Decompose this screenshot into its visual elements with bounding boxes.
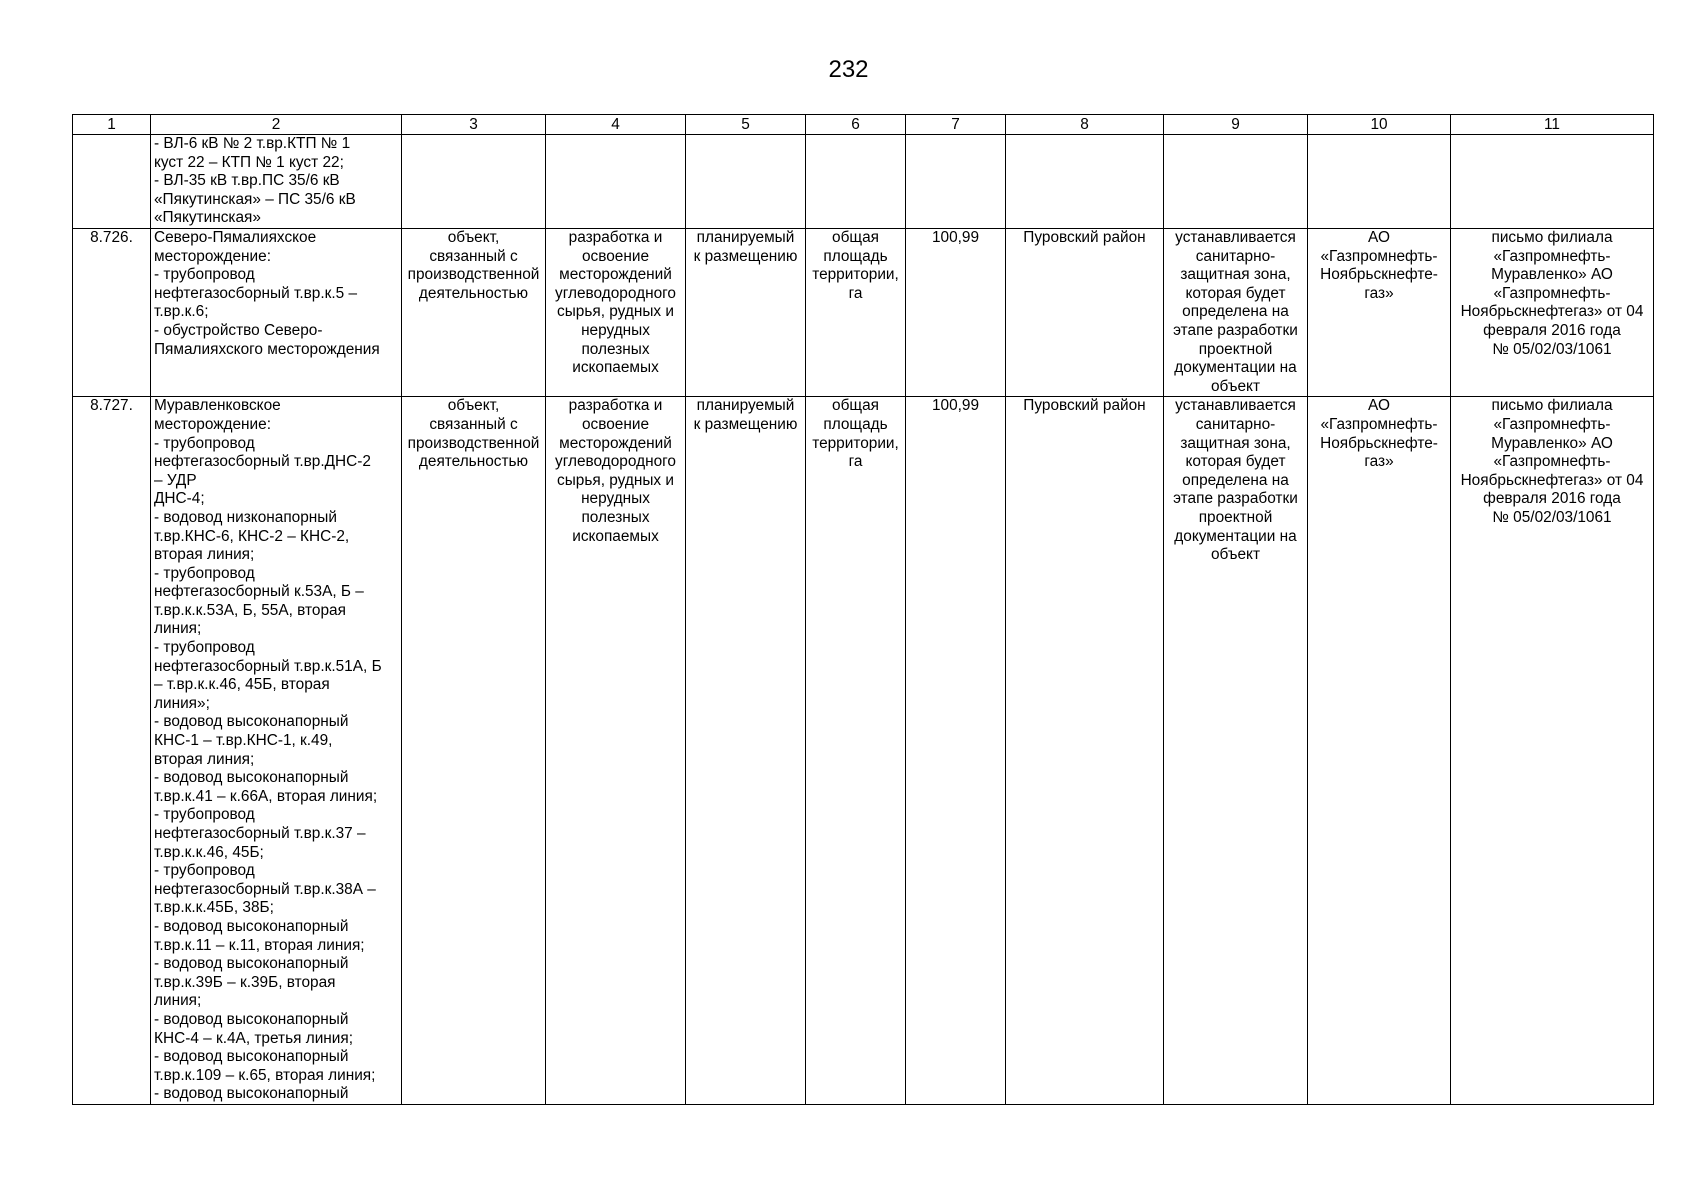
cell-line: документации на xyxy=(1174,527,1297,545)
row-number-cell: 8.727. xyxy=(73,397,151,1105)
cell-line: производственной xyxy=(407,434,540,452)
cell-line: - трубопровод xyxy=(154,564,255,582)
document-table xyxy=(72,114,1654,1105)
header-cell: 10 xyxy=(1308,115,1451,135)
cell-line: документации на xyxy=(1174,359,1297,377)
cell-line: проектной xyxy=(1198,340,1273,358)
cell-line: «Газпромнефть- xyxy=(1493,415,1611,433)
cell-line: - водовод высоконапорный xyxy=(154,955,349,973)
cell-line: вторая линия; xyxy=(154,546,255,564)
cell-line: Ноябрьскнефте- xyxy=(1320,266,1438,284)
header-cell: 1 xyxy=(73,115,151,135)
row-number-cell xyxy=(73,135,151,229)
cell-line: т.вр.к.11 – к.11, вторая линия; xyxy=(154,936,365,954)
cell-line: Муравленко» АО xyxy=(1491,266,1613,284)
cell-line: сырья, рудных и xyxy=(557,471,674,489)
cell-line: газ» xyxy=(1364,453,1394,471)
cell-line: - ВЛ-6 кВ № 2 т.вр.КТП № 1 xyxy=(154,135,351,152)
cell-line: к размещению xyxy=(693,247,798,265)
cell-line: Ноябрьскнефтегаз» от 04 xyxy=(1460,471,1644,489)
header-cell: 9 xyxy=(1164,115,1308,135)
cell-line: связанный с xyxy=(429,415,518,433)
table-row xyxy=(73,397,1654,1105)
cell-line: письмо филиала xyxy=(1491,397,1613,415)
cell-line: полезных xyxy=(581,340,650,358)
cell-line: - водовод высоконапорный xyxy=(154,1010,349,1028)
characteristic-cell xyxy=(806,397,906,1105)
purpose-cell xyxy=(546,135,686,229)
cell-line: АО xyxy=(1368,397,1390,415)
cell-line: «Пякутинская» xyxy=(154,209,261,227)
cell-line: № 05/02/03/1061 xyxy=(1492,340,1612,358)
zone-cell xyxy=(1164,135,1308,229)
cell-line: вторая линия; xyxy=(154,750,255,768)
header-cell: 2 xyxy=(151,115,402,135)
cell-line: устанавливается xyxy=(1175,397,1296,415)
characteristic-cell xyxy=(806,229,906,397)
cell-line: общая xyxy=(832,397,879,415)
cell-line: нефтегазосборный т.вр.к.38А – xyxy=(154,880,376,898)
cell-line: нерудных xyxy=(581,490,650,508)
header-cell: 3 xyxy=(402,115,546,135)
purpose-cell xyxy=(546,229,686,397)
header-cell: 8 xyxy=(1006,115,1164,135)
zone-cell xyxy=(1164,229,1308,397)
cell-line: деятельностью xyxy=(418,453,529,471)
cell-line: углеводородного xyxy=(555,284,676,302)
cell-line: га xyxy=(848,453,863,471)
organization-cell xyxy=(1308,229,1451,397)
cell-line: связанный с xyxy=(429,247,518,265)
header-cell: 6 xyxy=(806,115,906,135)
organization-cell xyxy=(1308,135,1451,229)
cell-line: - водовод высоконапорный xyxy=(154,1048,349,1066)
header-row xyxy=(73,115,1654,135)
cell-line: т.вр.к.к.45Б, 38Б; xyxy=(154,899,274,917)
cell-line: защитная зона, xyxy=(1180,266,1291,284)
cell-line: объект, xyxy=(447,397,500,415)
object-type-cell xyxy=(402,135,546,229)
object-name-cell xyxy=(151,397,402,1105)
cell-line: объект xyxy=(1211,546,1260,564)
cell-line: т.вр.к.39Б – к.39Б, вторая xyxy=(154,973,336,991)
cell-line: - ВЛ-35 кВ т.вр.ПС 35/6 кВ xyxy=(154,172,340,190)
cell-line: линия»; xyxy=(154,694,210,712)
status-cell xyxy=(686,135,806,229)
cell-line: - трубопровод xyxy=(154,266,255,284)
cell-line: «Газпромнефть- xyxy=(1320,247,1438,265)
cell-line: освоение xyxy=(581,415,650,433)
cell-line: планируемый xyxy=(696,397,795,415)
cell-line: объект xyxy=(1211,377,1260,395)
cell-line: ДНС-4; xyxy=(154,490,205,508)
cell-line: февраля 2016 года xyxy=(1483,490,1621,508)
cell-line: к размещению xyxy=(693,415,798,433)
cell-line: № 05/02/03/1061 xyxy=(1492,508,1612,526)
object-name-cell xyxy=(151,229,402,397)
cell-line: определена на xyxy=(1182,303,1289,321)
header-cell: 11 xyxy=(1451,115,1654,135)
cell-line: линия; xyxy=(154,992,202,1010)
cell-line: «Газпромнефть- xyxy=(1493,284,1611,302)
cell-line: куст 22 – КТП № 1 куст 22; xyxy=(154,153,344,171)
header-cell: 5 xyxy=(686,115,806,135)
cell-line: нефтегазосборный т.вр.к.37 – xyxy=(154,825,366,842)
cell-line: площадь xyxy=(823,415,888,433)
cell-line: месторождений xyxy=(559,266,672,284)
cell-line: га xyxy=(848,284,863,302)
cell-line: «Газпромнефть- xyxy=(1493,247,1611,265)
area-value-cell xyxy=(906,135,1006,229)
cell-line: февраля 2016 года xyxy=(1483,321,1621,339)
cell-line: месторождений xyxy=(559,434,672,452)
source-cell xyxy=(1451,229,1654,397)
cell-line: этапе разработки xyxy=(1173,321,1298,339)
status-cell xyxy=(686,229,806,397)
cell-line: площадь xyxy=(823,247,888,265)
cell-line: планируемый xyxy=(696,229,795,246)
cell-line: - трубопровод xyxy=(154,639,255,657)
cell-line: нефтегазосборный к.53А, Б – xyxy=(154,583,364,601)
cell-line: Ноябрьскнефте- xyxy=(1320,434,1438,452)
cell-line: Муравленковское xyxy=(154,397,281,415)
cell-line: - водовод высоконапорный xyxy=(154,1085,349,1103)
cell-line: Северо-Пямалияхское xyxy=(154,229,317,246)
cell-line: - трубопровод xyxy=(154,806,255,824)
cell-line: которая будет xyxy=(1185,284,1286,302)
object-type-cell xyxy=(402,397,546,1105)
cell-line: – УДР xyxy=(154,471,197,489)
cell-line: объект, xyxy=(447,229,500,246)
table-row xyxy=(73,135,1654,229)
district-cell: Пуровский район xyxy=(1006,397,1164,1105)
status-cell xyxy=(686,397,806,1105)
purpose-cell xyxy=(546,397,686,1105)
cell-line: этапе разработки xyxy=(1173,490,1298,508)
row-number-cell: 8.726. xyxy=(73,229,151,397)
cell-line: производственной xyxy=(407,266,540,284)
cell-line: территории, xyxy=(812,434,899,452)
cell-line: нефтегазосборный т.вр.к.51А, Б xyxy=(154,657,382,675)
district-cell: Пуровский район xyxy=(1006,229,1164,397)
cell-line: - трубопровод xyxy=(154,862,255,880)
cell-line: нефтегазосборный т.вр.к.5 – xyxy=(154,284,358,302)
page-number: 232 xyxy=(828,56,869,83)
cell-line: - обустройство Северо- xyxy=(154,321,323,339)
header-cell: 4 xyxy=(546,115,686,135)
cell-line: «Газпромнефть- xyxy=(1320,415,1438,433)
cell-line: - водовод высоконапорный xyxy=(154,917,349,935)
cell-line: территории, xyxy=(812,266,899,284)
cell-line: т.вр.к.41 – к.66А, вторая линия; xyxy=(154,787,378,805)
organization-cell xyxy=(1308,397,1451,1105)
zone-cell xyxy=(1164,397,1308,1105)
source-cell xyxy=(1451,135,1654,229)
cell-line: КНС-4 – к.4А, третья линия; xyxy=(154,1029,353,1047)
source-cell xyxy=(1451,397,1654,1105)
cell-line: санитарно- xyxy=(1195,415,1276,433)
cell-line: разработка и xyxy=(568,229,663,246)
cell-line: санитарно- xyxy=(1195,247,1276,265)
cell-line: устанавливается xyxy=(1175,229,1296,246)
cell-line: КНС-1 – т.вр.КНС-1, к.49, xyxy=(154,732,333,750)
cell-line: которая будет xyxy=(1185,453,1286,471)
cell-line: т.вр.к.109 – к.65, вторая линия; xyxy=(154,1066,376,1084)
cell-line: т.вр.к.к.53А, Б, 55А, вторая xyxy=(154,601,346,619)
cell-line: освоение xyxy=(581,247,650,265)
object-type-cell xyxy=(402,229,546,397)
area-value-cell: 100,99 xyxy=(906,397,1006,1105)
cell-line: нерудных xyxy=(581,321,650,339)
cell-line: проектной xyxy=(1198,508,1273,526)
cell-line: нефтегазосборный т.вр.ДНС-2 xyxy=(154,453,371,471)
cell-line: - водовод высоконапорный xyxy=(154,713,349,731)
cell-line: углеводородного xyxy=(555,453,676,471)
cell-line: Пямалияхского месторождения xyxy=(154,340,380,358)
cell-line: - водовод высоконапорный xyxy=(154,769,349,787)
cell-line: ископаемых xyxy=(572,527,659,545)
cell-line: т.вр.к.к.46, 45Б; xyxy=(154,843,264,861)
cell-line: Муравленко» АО xyxy=(1491,434,1613,452)
cell-line: т.вр.к.6; xyxy=(154,303,209,321)
area-value-cell: 100,99 xyxy=(906,229,1006,397)
cell-line: месторождение: xyxy=(154,415,271,433)
cell-line: газ» xyxy=(1364,284,1394,302)
cell-line: защитная зона, xyxy=(1180,434,1291,452)
cell-line: линия; xyxy=(154,620,202,638)
cell-line: месторождение: xyxy=(154,247,271,265)
characteristic-cell xyxy=(806,135,906,229)
cell-line: – т.вр.к.к.46, 45Б, вторая xyxy=(154,676,330,694)
cell-line: «Пякутинская» – ПС 35/6 кВ xyxy=(154,190,356,208)
header-cell: 7 xyxy=(906,115,1006,135)
cell-line: ископаемых xyxy=(572,359,659,377)
cell-line: полезных xyxy=(581,508,650,526)
cell-line: сырья, рудных и xyxy=(557,303,674,321)
table-row xyxy=(73,229,1654,397)
cell-line: деятельностью xyxy=(418,284,529,302)
cell-line: АО xyxy=(1368,229,1390,246)
district-cell xyxy=(1006,135,1164,229)
cell-line: Ноябрьскнефтегаз» от 04 xyxy=(1460,303,1644,321)
object-name-cell xyxy=(151,135,402,229)
cell-line: разработка и xyxy=(568,397,663,415)
cell-line: т.вр.КНС-6, КНС-2 – КНС-2, xyxy=(154,527,350,545)
cell-line: письмо филиала xyxy=(1491,229,1613,246)
cell-line: - водовод низконапорный xyxy=(154,508,337,526)
cell-line: определена на xyxy=(1182,471,1289,489)
cell-line: «Газпромнефть- xyxy=(1493,453,1611,471)
cell-line: общая xyxy=(832,229,879,246)
cell-line: - трубопровод xyxy=(154,434,255,452)
